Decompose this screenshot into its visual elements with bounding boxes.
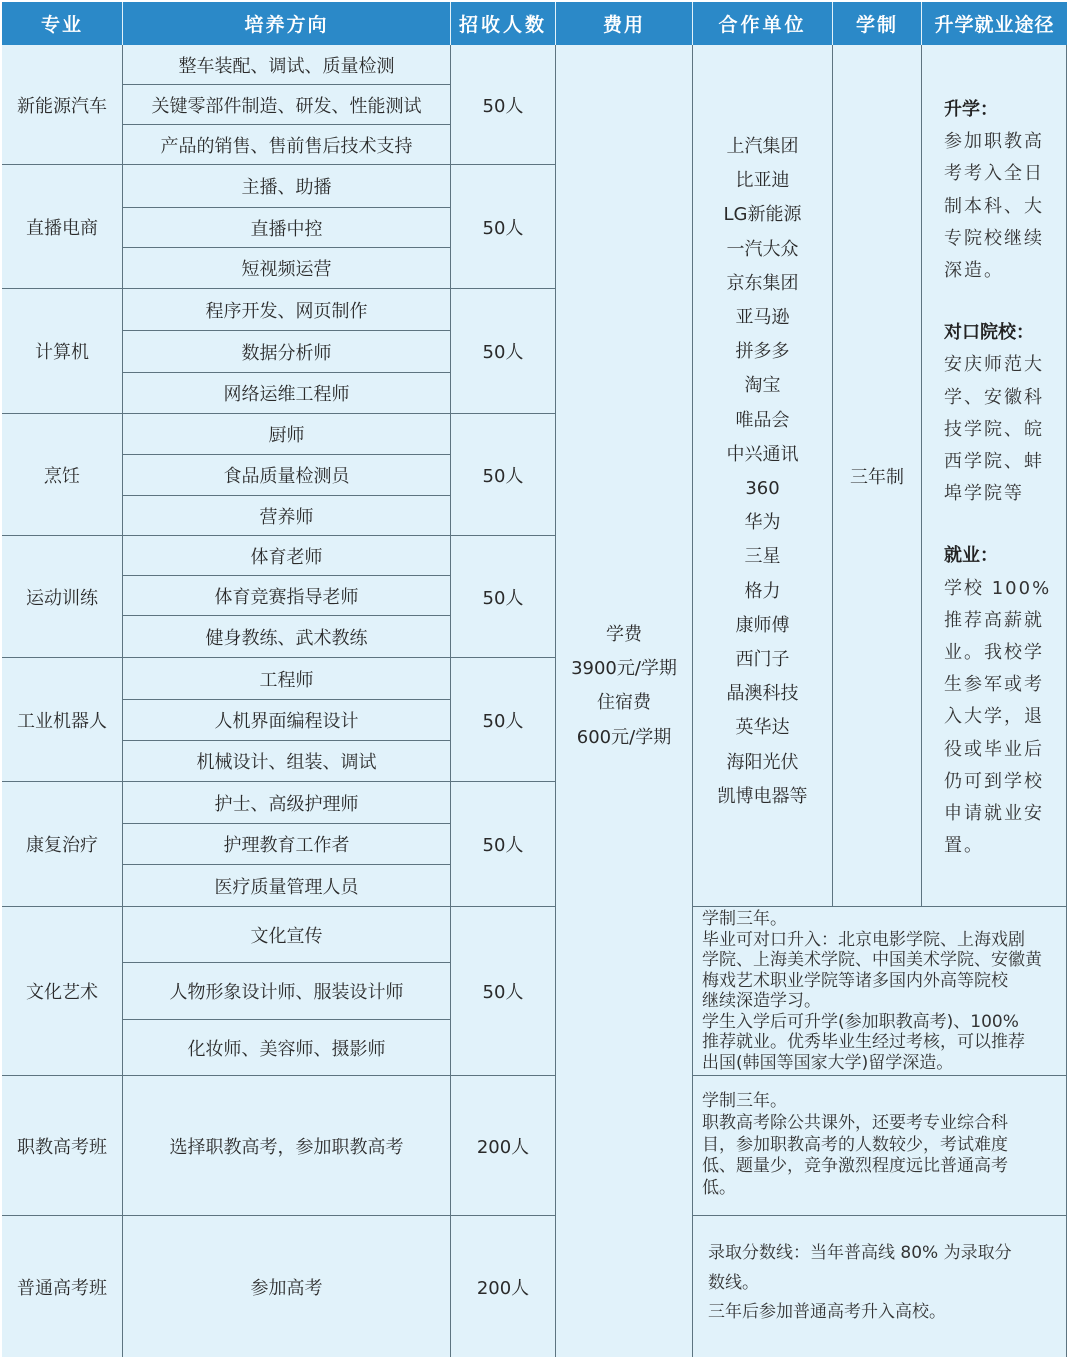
pathway-line: 学校 100%: [944, 577, 1052, 599]
direction-cell: 健身教练、武术教练: [205, 627, 368, 649]
direction-cell: 厨师: [268, 425, 305, 446]
fee-line: 600元/学期: [576, 726, 672, 748]
duration-value: 三年制: [850, 466, 904, 488]
header-major: 专业: [2, 2, 122, 45]
pathway-line: 技学院、皖: [944, 418, 1044, 440]
major-name: 康复治疗: [26, 835, 98, 856]
partner-item: 唯品会: [735, 409, 790, 431]
arts-note: [702, 909, 1062, 1073]
pathway-line: 考考入全日: [944, 163, 1044, 185]
partner-item: 京东集团: [726, 272, 799, 294]
pathway-info: [944, 94, 1059, 862]
note-line: 学制三年。: [702, 1091, 787, 1111]
note-line: 三年后参加普通高考升入高校。: [708, 1302, 946, 1322]
partner-item: 英华达: [735, 717, 790, 739]
header-duration: 学制: [833, 2, 921, 45]
direction-cell: 人物形象设计师、服装设计师: [169, 982, 404, 1003]
header-pathway: 升学就业途径: [922, 2, 1067, 45]
header-fee: 费用: [556, 2, 692, 45]
fee-info: [556, 618, 692, 755]
note-line: 学院、上海美术学院、中国美术学院、安徽黄: [702, 950, 1042, 970]
header-enrollment: 招收人数: [451, 2, 555, 45]
pathway-line: 申请就业安: [944, 803, 1044, 825]
direction-cell: 整车装配、调试、质量检测: [178, 55, 395, 77]
pathway-heading: 就业：: [944, 545, 998, 567]
major-name: 计算机: [35, 342, 89, 363]
note-line: 继续深造学习。: [702, 991, 821, 1011]
partner-list: [693, 130, 832, 814]
major-name: 直播电商: [26, 217, 98, 239]
enrollment-count: 200人: [476, 1136, 530, 1158]
major-name: 文化艺术: [26, 982, 98, 1003]
enrollment-count: 50人: [482, 95, 524, 117]
major-name: 职教高考班: [17, 1136, 107, 1158]
general-exam-note: [708, 1239, 1064, 1328]
major-name: 普通高考班: [17, 1277, 107, 1299]
pathway-line: 制本科、大: [944, 195, 1044, 217]
pathway-line: 役或毕业后: [944, 738, 1044, 760]
enrollment-count: 50人: [482, 587, 524, 609]
pathway-heading: 对口院校：: [944, 322, 1034, 344]
note-line: 毕业可对口升入：北京电影学院、上海戏剧: [702, 929, 1025, 950]
direction-cell: 网络运维工程师: [223, 384, 350, 405]
direction-cell: 关键零部件制造、研发、性能测试: [151, 95, 422, 117]
fee-line: 住宿费: [597, 692, 651, 714]
partner-item: 比亚迪: [735, 170, 790, 192]
partner-item: 中兴通讯: [726, 443, 799, 465]
note-line: 推荐就业。优秀毕业生经过考核，可以推荐: [702, 1032, 1025, 1052]
pathway-line: 埠学院等: [944, 483, 1024, 505]
partner-item: 淘宝: [744, 375, 781, 397]
partner-item: 亚马逊: [735, 307, 790, 329]
note-line: 出国(韩国等国家大学)留学深造。: [702, 1052, 954, 1073]
pathway-line: 深造。: [944, 260, 1004, 282]
pathway-line: 学、安徽科: [944, 386, 1044, 408]
direction-cell: 选择职教高考，参加职教高考: [169, 1136, 404, 1158]
direction-cell: 体育老师: [250, 546, 323, 568]
enrollment-count: 50人: [482, 465, 524, 487]
vocational-exam-note: [702, 1091, 1062, 1200]
partner-item: 凯博电器等: [717, 785, 808, 807]
enrollment-count: 50人: [482, 217, 524, 239]
major-name: 运动训练: [26, 587, 98, 609]
pathway-line: 参加职教高: [944, 131, 1044, 153]
direction-cell: 直播中控: [250, 218, 323, 240]
fee-line: 3900元/学期: [571, 658, 677, 680]
direction-cell: 营养师: [259, 506, 314, 528]
pathway-line: 入大学，退: [944, 706, 1044, 728]
partner-item: LG新能源: [723, 204, 802, 226]
header-direction: 培养方向: [123, 2, 450, 45]
partner-item: 晶澳科技: [726, 683, 799, 705]
note-line: 低。: [702, 1178, 736, 1199]
partner-item: 华为: [744, 512, 781, 534]
header-partners: 合作单位: [693, 2, 832, 45]
partner-item: 360: [745, 478, 780, 500]
enrollment-count: 50人: [482, 342, 524, 363]
major-name: 烹饪: [44, 465, 80, 487]
direction-cell: 护士、高级护理师: [214, 793, 359, 815]
enrollment-count: 50人: [482, 710, 524, 732]
note-line: 学生入学后可升学(参加职教高考)、100%: [702, 1011, 1019, 1032]
pathway-line: 推荐高薪就: [944, 609, 1044, 631]
partner-item: 海阳光伏: [726, 751, 799, 773]
pathway-line: 置。: [944, 835, 984, 857]
partner-item: 上汽集团: [726, 136, 799, 157]
direction-cell: 化妆师、美容师、摄影师: [187, 1038, 386, 1060]
direction-cell: 体育竞赛指导老师: [214, 586, 359, 608]
direction-cell: 主播、助播: [241, 177, 332, 198]
direction-cell: 程序开发、网页制作: [205, 300, 368, 322]
pathway-line: 专院校继续: [944, 227, 1044, 249]
partner-item: 拼多多: [735, 341, 790, 363]
direction-cell: 短视频运营: [241, 259, 332, 280]
direction-cell: 产品的销售、售前售后技术支持: [160, 135, 413, 157]
pathway-line: 安庆师范大: [944, 354, 1044, 376]
direction-cell: 护理教育工作者: [223, 835, 350, 856]
partner-item: 三星: [744, 546, 781, 568]
direction-cell: 机械设计、组装、调试: [196, 752, 377, 773]
note-line: 目，参加职教高考的人数较少，考试难度: [702, 1134, 1008, 1155]
direction-cell: 人机界面编程设计: [214, 711, 359, 732]
partner-item: 一汽大众: [726, 238, 799, 260]
note-line: 学制三年。: [702, 909, 787, 929]
partner-item: 康师傅: [735, 614, 790, 636]
note-line: 录取分数线：当年普高线 80% 为录取分: [708, 1243, 1012, 1263]
pathway-line: 西学院、蚌: [944, 451, 1044, 473]
program-table: [2, 2, 1067, 1357]
direction-cell: 数据分析师: [241, 342, 332, 364]
pathway-heading: 升学：: [944, 99, 998, 120]
note-line: 梅戏艺术职业学院等诸多国内外高等院校: [702, 970, 1008, 991]
pathway-line: 仍可到学校: [944, 770, 1044, 792]
enrollment-count: 200人: [476, 1277, 530, 1299]
major-name: 工业机器人: [17, 710, 107, 732]
major-name: 新能源汽车: [17, 95, 107, 117]
direction-cell: 文化宣传: [250, 925, 323, 947]
partner-item: 格力: [744, 580, 781, 602]
enrollment-count: 50人: [482, 982, 524, 1003]
note-line: 低、题量少，竞争激烈程度远比普通高考: [702, 1156, 1008, 1177]
pathway-line: 生参军或考: [944, 674, 1044, 696]
direction-cell: 参加高考: [250, 1277, 323, 1299]
partner-item: 西门子: [735, 649, 790, 671]
pathway-line: 业。我校学: [944, 642, 1044, 664]
note-line: 数线。: [708, 1272, 759, 1293]
direction-cell: 食品质量检测员: [223, 466, 350, 487]
fee-line: 学费: [606, 624, 642, 645]
direction-cell: 医疗质量管理人员: [214, 876, 359, 898]
enrollment-count: 50人: [482, 835, 524, 856]
direction-cell: 工程师: [259, 669, 314, 691]
note-line: 职教高考除公共课外，还要考专业综合科: [702, 1112, 1008, 1133]
